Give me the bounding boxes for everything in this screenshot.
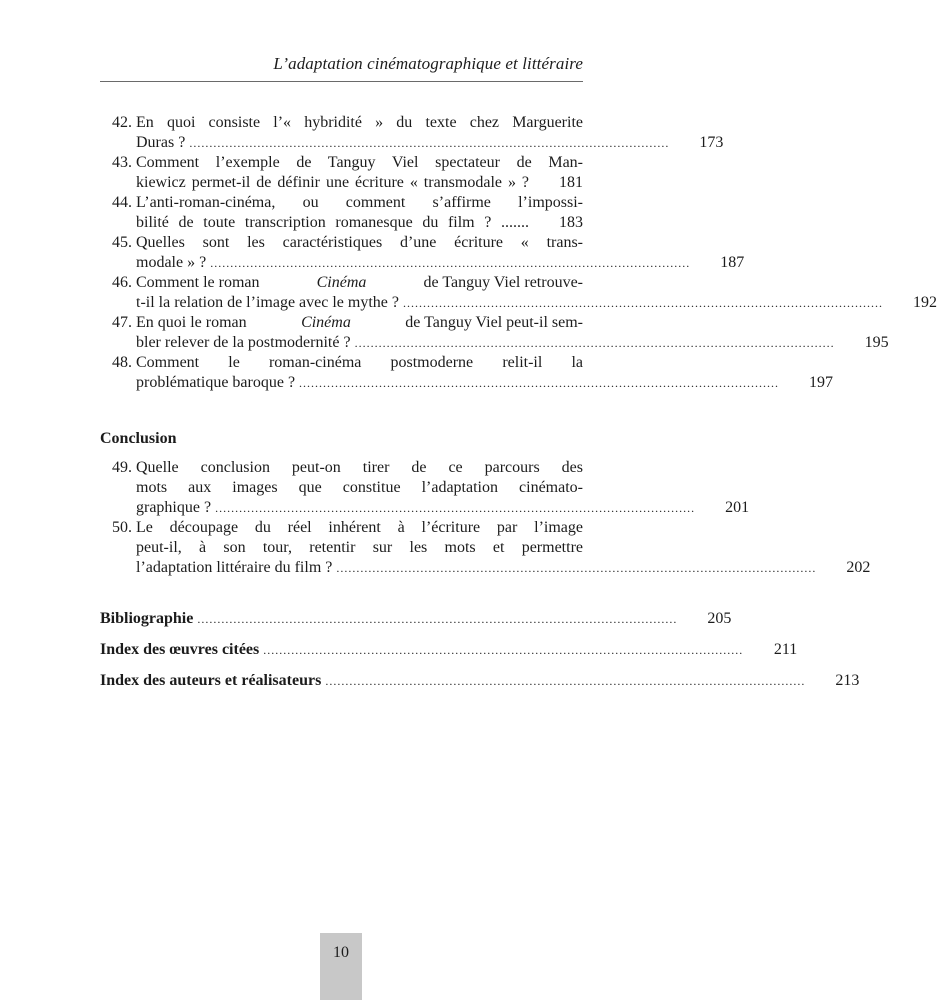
entry-number: 43.	[112, 154, 132, 171]
conclusion-entries	[100, 458, 871, 578]
leader-dots: ........................................................................................................................	[263, 643, 744, 657]
entry-line: graphique ?	[136, 499, 212, 516]
page-number: 187	[720, 254, 745, 271]
header-rule	[100, 81, 583, 82]
entry-line: Comment le roman	[136, 274, 260, 291]
folio-number: 10	[333, 944, 349, 961]
entry-line: kiewicz permet-il de définir une écriture « transmodale » ?	[136, 174, 529, 191]
entry-line: t-il la relation de l’image avec le mythe ?	[136, 294, 399, 311]
toc-entry-48	[100, 353, 834, 393]
page-number: 205	[707, 610, 732, 627]
page-number: 202	[846, 559, 871, 576]
entry-line: l’adaptation littéraire du film ?	[136, 559, 333, 576]
page-number: 183	[559, 214, 583, 231]
entry-number: 45.	[112, 234, 132, 251]
back-matter	[100, 610, 860, 703]
entry-line: bler relever de la postmodernité ?	[136, 334, 351, 351]
leader-dots: ........................................................................................................................	[403, 296, 883, 310]
entry-line: problématique baroque ?	[136, 374, 296, 391]
back-matter-label: Index des auteurs et réalisateurs	[100, 672, 322, 689]
leader-dots: ........................................................................................................................	[336, 561, 817, 575]
entry-line: Quelles sont les caractéristiques d’une écriture « trans-	[136, 234, 583, 251]
toc-entry-44	[100, 193, 583, 233]
book-title: Cinéma	[316, 274, 367, 291]
section-title-conclusion: Conclusion	[100, 430, 177, 447]
toc-entry-42	[100, 113, 724, 153]
toc-entry-45	[100, 233, 745, 273]
entry-line: mots aux images que constitue l’adaptation cinémato-	[136, 479, 583, 496]
entry-line: bilité de toute transcription romanesque du film ? .......	[136, 214, 529, 231]
entry-line: Comment l’exemple de Tanguy Viel spectateur de Man-	[136, 154, 583, 171]
toc-entry-43	[100, 153, 583, 193]
page-number: 192	[913, 294, 937, 311]
leader-dots: ........................................................................................................................	[197, 612, 678, 626]
toc-entry-47	[100, 313, 889, 353]
entry-line: L’anti-roman-cinéma, ou comment s’affirme l’impossi-	[136, 194, 583, 211]
entry-line: de Tanguy Viel peut-il sem-	[405, 314, 583, 331]
toc-entry-46	[100, 273, 937, 313]
entry-line: Comment le roman-cinéma postmoderne relit-il la	[136, 354, 583, 371]
page-number: 197	[809, 374, 834, 391]
leader-dots: ........................................................................................................................	[189, 136, 670, 150]
toc-index-auteurs	[100, 672, 860, 692]
entry-number: 46.	[112, 274, 132, 291]
leader-dots: ........................................................................................................................	[210, 256, 691, 270]
toc-entries	[100, 113, 937, 393]
entry-line: modale » ?	[136, 254, 207, 271]
entry-number: 50.	[112, 519, 132, 536]
back-matter-label: Index des œuvres citées	[100, 641, 260, 658]
entry-line: de Tanguy Viel retrouve-	[423, 274, 583, 291]
entry-line: En quoi consiste l’« hybridité » du texte chez Marguerite	[136, 114, 583, 131]
page-number: 213	[835, 672, 860, 689]
toc-entry-49	[100, 458, 750, 518]
page-number: 195	[864, 334, 889, 351]
toc-entry-50	[100, 518, 871, 578]
entry-line: peut-il, à son tour, retentir sur les mots et permettre	[136, 539, 583, 556]
page-number: 201	[725, 499, 750, 516]
leader-dots: ........................................................................................................................	[325, 674, 806, 688]
entry-line: Quelle conclusion peut-on tirer de ce parcours des	[136, 459, 583, 476]
entry-line: En quoi le roman	[136, 314, 247, 331]
book-title: Cinéma	[301, 314, 351, 331]
entry-line: Le découpage du réel inhérent à l’écriture par l’image	[136, 519, 583, 536]
toc-bibliographie	[100, 610, 732, 630]
back-matter-label: Bibliographie	[100, 610, 194, 627]
entry-number: 42.	[112, 114, 132, 131]
entry-number: 47.	[112, 314, 132, 331]
entry-number: 48.	[112, 354, 132, 371]
page-number: 181	[559, 174, 583, 191]
toc-index-oeuvres	[100, 641, 798, 661]
running-head: L’adaptation cinématographique et littéraire	[273, 54, 583, 73]
entry-number: 49.	[112, 459, 132, 476]
entry-line: Duras ?	[136, 134, 186, 151]
entry-number: 44.	[112, 194, 132, 211]
page-number: 173	[699, 134, 724, 151]
leader-dots: ........................................................................................................................	[354, 336, 835, 350]
page-number: 211	[773, 641, 798, 658]
leader-dots: ........................................................................................................................	[299, 376, 780, 390]
leader-dots: ........................................................................................................................	[215, 501, 696, 515]
